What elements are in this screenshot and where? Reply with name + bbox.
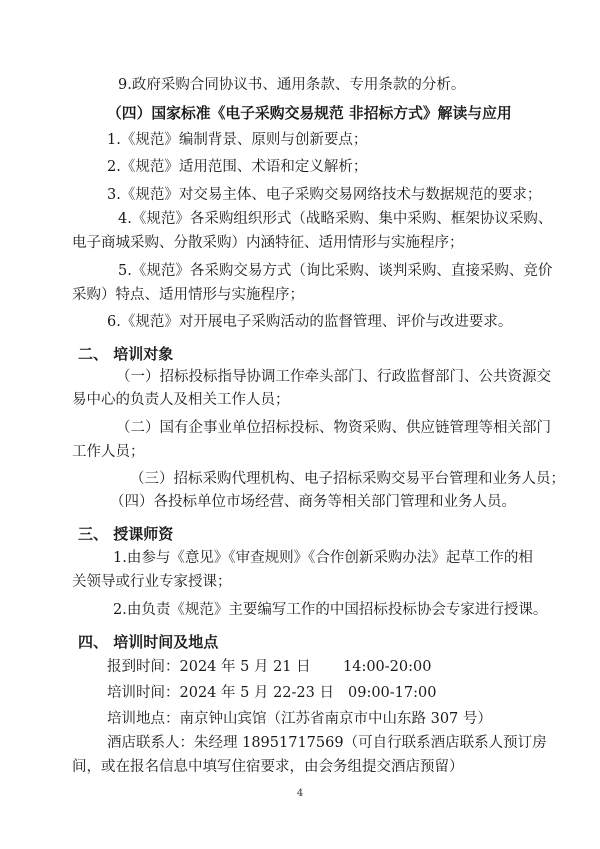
list-item: （四）各投标单位市场经营、商务等相关部门管理和业务人员。 (110, 494, 516, 510)
list-item: 2.由负责《规范》主要编写工作的中国招标投标协会专家进行授课。 (113, 602, 548, 618)
list-item: 5.《规范》各采购交易方式（询比采购、谈判采购、直接采购、竞价 (118, 263, 553, 279)
list-item: 4.《规范》各采购组织形式（战略采购、集中采购、框架协议采购、 (118, 211, 553, 227)
training-hours: 09:00-17:00 (348, 685, 437, 701)
section-heading: 四、 培训时间及地点 (78, 633, 219, 651)
training-time: 培训时间：2024 年 5 月 22-23 日 (107, 685, 334, 701)
list-item: 2.《规范》适用范围、术语和定义解析； (107, 159, 368, 175)
registration-time: 报到时间：2024 年 5 月 21 日 (107, 659, 311, 675)
training-location: 培训地点：南京钟山宾馆（江苏省南京市中山东路 307 号） (107, 711, 492, 727)
paragraph: 9.政府采购合同协议书、通用条款、专用条款的分析。 (118, 77, 466, 93)
list-item-continuation: 采购）特点、适用情形与实施程序； (72, 287, 304, 303)
list-item: 1.由参与《意见》《审查规则》《合作创新采购办法》起草工作的相 (113, 550, 533, 566)
section-heading: （四）国家标准《电子采购交易规范 非招标方式》解读与应用 (107, 105, 512, 122)
page-number: 4 (296, 788, 304, 799)
list-item: 6.《规范》对开展电子采购活动的监督管理、评价与改进要求。 (107, 314, 513, 330)
section-heading: 三、 授课师资 (78, 525, 174, 543)
hotel-contact-continuation: 间，或在报名信息中填写住宿要求，由会务组提交酒店预留） (72, 759, 464, 775)
list-item-continuation: 电子商城采购、分散采购）内涵特征、适用情形与实施程序； (72, 235, 464, 251)
registration-hours: 14:00-20:00 (343, 659, 432, 675)
section-heading: 二、 培训对象 (78, 345, 174, 363)
list-item: （一）招标投标指导协调工作牵头部门、行政监督部门、公共资源交 (116, 369, 551, 385)
list-item: （二）国有企事业单位招标投标、物资采购、供应链管理等相关部门 (116, 420, 551, 436)
list-item-continuation: 工作人员； (72, 444, 145, 460)
list-item-continuation: 易中心的负责人及相关工作人员； (72, 392, 290, 408)
list-item-continuation: 关领导或行业专家授课； (72, 574, 232, 590)
hotel-contact: 酒店联系人：朱经理 18951717569（可自行联系酒店联系人预订房 (107, 735, 547, 751)
list-item: （三）招标采购代理机构、电子招标采购交易平台管理和业务人员； (130, 471, 565, 487)
list-item: 1.《规范》编制背景、原则与创新要点； (107, 132, 368, 148)
list-item: 3.《规范》对交易主体、电子采购交易网络技术与数据规范的要求； (107, 187, 542, 203)
